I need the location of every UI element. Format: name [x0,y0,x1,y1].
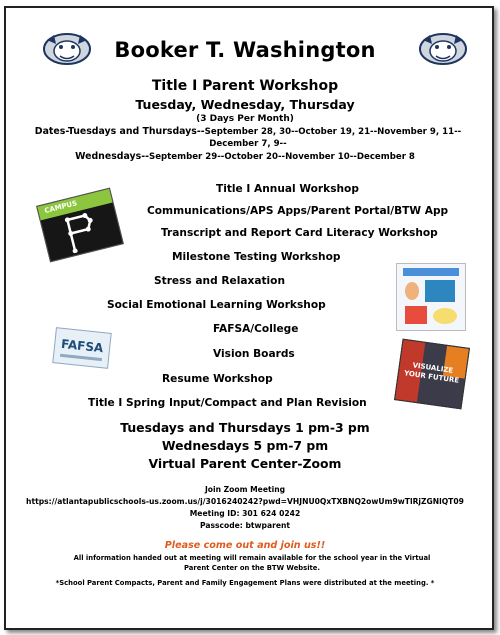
topic-sel: Social Emotional Learning Workshop [107,299,326,311]
info-note: All information handed out at meeting will remain available for the school year in the Virtual Parent Center on the BTW Website. [73,554,431,572]
workshop-frequency: (3 Days Per Month) [196,114,294,124]
campus-image-label: CAMPUS [43,199,78,216]
workshop-days: Tuesday, Wednesday, Thursday [135,97,355,112]
dates-w-label: Wednesdays-- [75,151,150,162]
vision-board-image [394,339,470,410]
topic-resume: Resume Workshop [162,373,273,385]
zoom-meeting-id: Meeting ID: 301 624 0242 [189,509,301,518]
dates-wednesday [0,151,490,162]
vision-image-label: VISUALIZE YOUR FUTURE [403,361,460,385]
dates-w-values: September 29--October 20--November 10--December 8 [149,152,415,162]
stress-relaxation-image [396,263,466,331]
topic-annual-workshop: Title I Annual Workshop [216,183,359,195]
zoom-heading: Join Zoom Meeting [204,485,286,494]
school-title: Booker T. Washington [114,38,376,62]
compacts-note: *School Parent Compacts, Parent and Family Engagement Plans were distributed at the meeting. * [55,579,435,587]
schedule-wednesday: Wednesdays 5 pm-7 pm [161,438,329,453]
topic-fafsa: FAFSA/College [213,323,299,335]
come-out-message: Please come out and join us!! [164,540,326,551]
topic-stress: Stress and Relaxation [154,275,285,287]
fafsa-image-label: FAFSA [60,336,104,356]
topic-transcript: Transcript and Report Card Literacy Workshop [161,227,438,239]
schedule-venue: Virtual Parent Center-Zoom [148,456,342,471]
topic-vision-boards: Vision Boards [213,348,295,360]
schedule-tuesday-thursday: Tuesdays and Thursdays 1 pm-3 pm [120,420,370,435]
dates-tt-values: September 28, 30--October 19, 21--November 9, 11--December 7, 9-- [204,127,462,149]
dates-tt-label: Dates-Tuesdays and Thursdays-- [34,126,205,137]
topic-spring-input: Title I Spring Input/Compact and Plan Revision [88,397,367,409]
zoom-passcode: Passcode: btwparent [199,521,291,530]
topic-milestone: Milestone Testing Workshop [172,251,341,263]
workshop-title: Title I Parent Workshop [151,78,339,94]
zoom-url-link[interactable]: https://atlantapublicschools-us.zoom.us/j/3016240242?pwd=VHJNU0QxTXBNQ2owUm9wTlRjZGNlQT09 [26,497,464,506]
fafsa-image [52,327,111,369]
topic-communications: Communications/APS Apps/Parent Portal/BTW App [147,205,449,217]
dates-tuesday-thursday [28,126,468,150]
